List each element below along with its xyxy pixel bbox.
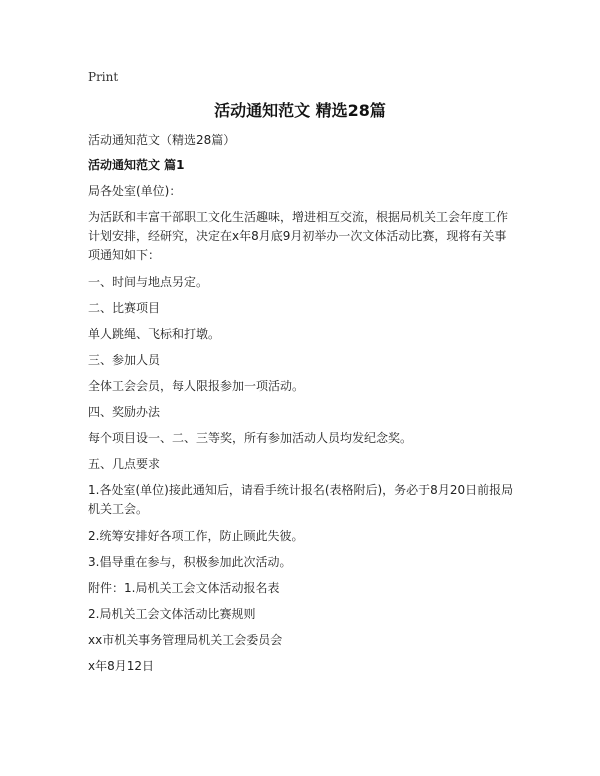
intro-paragraph: 为活跃和丰富干部职工文化生活趣味，增进相互交流，根据局机关工会年度工作计划安排，经研究，决定在x年8月底9月初举办一次文体活动比赛，现将有关事项通知如下： [88, 210, 509, 262]
attachment-1: 附件：1.局机关工会文体活动报名表 [88, 581, 280, 595]
item-participants-heading: 三、参加人员 [88, 353, 161, 367]
document-body [88, 131, 516, 683]
item-requirements-heading: 五、几点要求 [88, 457, 161, 471]
section-heading: 活动通知范文 篇1 [88, 158, 185, 172]
attachment-2: 2.局机关工会文体活动比赛规则 [88, 607, 256, 621]
requirement-3: 3.倡导重在参与，积极参加此次活动。 [88, 555, 292, 569]
print-link[interactable]: Print [88, 70, 119, 84]
item-events-heading: 二、比赛项目 [88, 301, 161, 315]
document-subtitle: 活动通知范文（精选28篇） [88, 133, 236, 147]
item-events-detail: 单人跳绳、飞标和打墩。 [88, 327, 221, 341]
page-title: 活动通知范文 精选28篇 [214, 101, 386, 120]
requirement-2: 2.统筹安排好各项工作，防止顾此失彼。 [88, 529, 304, 543]
item-time-location: 一、时间与地点另定。 [88, 275, 209, 289]
document-date: x年8月12日 [88, 659, 155, 673]
signature: xx市机关事务管理局机关工会委员会 [88, 633, 283, 647]
salutation: 局各处室(单位)： [88, 184, 182, 198]
item-participants-detail: 全体工会会员，每人限报参加一项活动。 [88, 379, 305, 393]
item-awards-heading: 四、奖励办法 [88, 405, 161, 419]
item-awards-detail: 每个项目设一、二、三等奖，所有参加活动人员均发纪念奖。 [88, 431, 413, 445]
requirement-1: 1.各处室(单位)接此通知后，请看手统计报名(表格附后)，务必于8月20日前报局机关工会。 [88, 483, 514, 516]
